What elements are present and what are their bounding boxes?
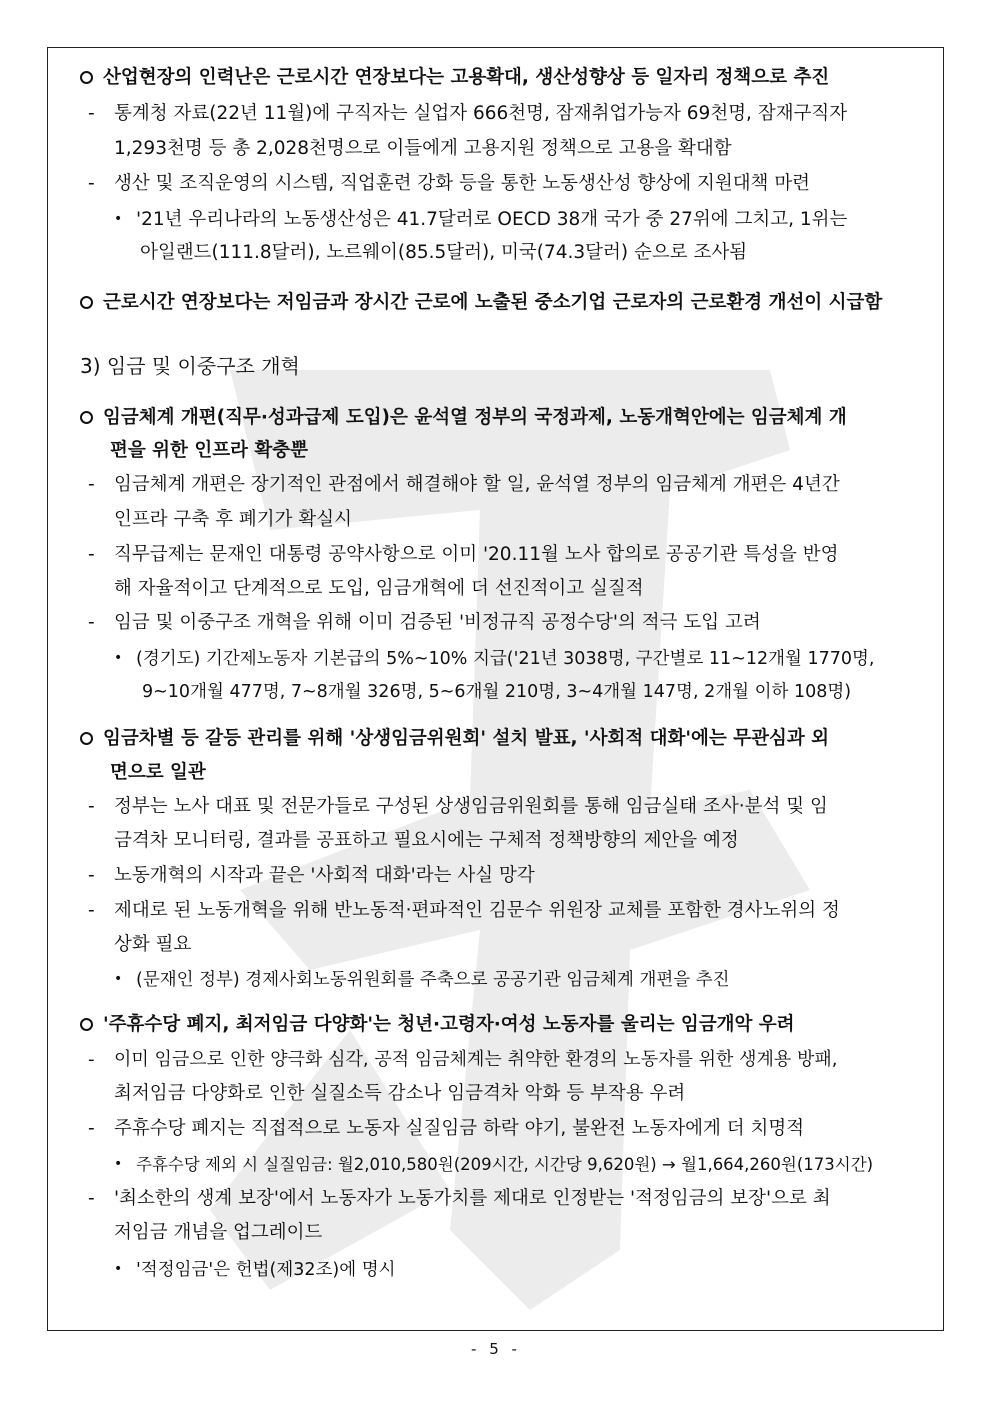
line-text: 편을 위한 인프라 확충뿐 bbox=[110, 440, 309, 461]
dash-item: - '최소한의 생계 보장'에서 노동자가 노동가치를 제대로 인정받는 '적정임금의 보장'으로 최 bbox=[88, 1188, 831, 1209]
dash-item-continued bbox=[114, 932, 191, 958]
dash-item: - 임금 및 이중구조 개혁을 위해 이미 검증된 '비정규직 공정수당'의 적극 도입 고려 bbox=[88, 612, 761, 633]
circle-bullet-icon bbox=[80, 732, 93, 745]
line-text: 1,293천명 등 총 2,028천명으로 이들에게 고용지원 정책으로 고용을 확대함 bbox=[114, 138, 732, 159]
dash-item-continued bbox=[114, 828, 739, 854]
bullet-heading bbox=[80, 65, 829, 91]
dot-item: • '21년 우리나라의 노동생산성은 41.7달러로 OECD 38개 국가 중 27위에 그치고, 1위는 bbox=[114, 209, 848, 230]
line-text: 주휴수당 폐지는 직접적으로 노동자 실질임금 하락 야기, 불완전 노동자에게 더 치명적 bbox=[114, 1118, 805, 1139]
circle-bullet-icon bbox=[80, 71, 93, 84]
line-text: 주휴수당 제외 시 실질임금: 월2,010,580원(209시간, 시간당 9,620원) → 월1,664,260원(173시간) bbox=[136, 1155, 874, 1174]
dash-item: - 임금체계 개편은 장기적인 관점에서 해결해야 할 일, 윤석열 정부의 임금체계 개편은 4년간 bbox=[88, 474, 840, 495]
bullet-heading bbox=[80, 405, 847, 431]
line-text: 산업현장의 인력난은 근로시간 연장보다는 고용확대, 생산성향상 등 일자리 정책으로 추진 bbox=[103, 67, 830, 88]
dot-item: • 주휴수당 제외 시 실질임금: 월2,010,580원(209시간, 시간당 9,620원) → 월1,664,260원(173시간) bbox=[114, 1155, 874, 1174]
line-text: 임금체계 개편은 장기적인 관점에서 해결해야 할 일, 윤석열 정부의 임금체계 개편은 4년간 bbox=[114, 474, 840, 495]
line-text: 노동개혁의 시작과 끝은 '사회적 대화'라는 사실 망각 bbox=[114, 865, 535, 886]
line-text: 아일랜드(111.8달러), 노르웨이(85.5달러), 미국(74.3달러) 순으로 조사됨 bbox=[140, 242, 748, 263]
dash-item: - 주휴수당 폐지는 직접적으로 노동자 실질임금 하락 야기, 불완전 노동자에게 더 치명적 bbox=[88, 1118, 805, 1139]
line-text: 임금체계 개편(직무·성과급제 도입)은 윤석열 정부의 국정과제, 노동개혁안에는 임금체계 개 bbox=[103, 407, 847, 428]
dot-item: • (경기도) 기간제노동자 기본급의 5%~10% 지급('21년 3038명, 구간별로 11~12개월 1770명, bbox=[114, 649, 875, 669]
line-text: 제대로 된 노동개혁을 위해 반노동적·편파적인 김문수 위원장 교체를 포함한 경사노위의 정 bbox=[114, 900, 840, 921]
dash-item-continued bbox=[114, 576, 644, 602]
line-text: 이미 임금으로 인한 양극화 심각, 공적 임금체계는 취약한 환경의 노동자를 위한 생계용 방패, bbox=[114, 1049, 838, 1070]
dot-item-continued bbox=[140, 240, 747, 266]
line-text: (문재인 정부) 경제사회노동위원회를 주축으로 공공기관 임금체계 개편을 추진 bbox=[136, 970, 730, 990]
bullet-heading-continued bbox=[110, 760, 206, 786]
line-text: 면으로 일관 bbox=[110, 762, 206, 783]
circle-bullet-icon bbox=[80, 296, 93, 309]
bullet-heading bbox=[80, 290, 882, 316]
dash-item: - 직무급제는 문재인 대통령 공약사항으로 이미 '20.11월 노사 합의로 공공기관 특성을 반영 bbox=[88, 544, 839, 565]
circle-bullet-icon bbox=[80, 411, 93, 424]
circle-bullet-icon bbox=[80, 1018, 93, 1031]
bullet-heading bbox=[80, 726, 829, 752]
line-text: 직무급제는 문재인 대통령 공약사항으로 이미 '20.11월 노사 합의로 공공기관 특성을 반영 bbox=[114, 544, 839, 565]
dash-item: - 이미 임금으로 인한 양극화 심각, 공적 임금체계는 취약한 환경의 노동자를 위한 생계용 방패, bbox=[88, 1049, 838, 1070]
dash-item: - 노동개혁의 시작과 끝은 '사회적 대화'라는 사실 망각 bbox=[88, 865, 535, 886]
line-text: 9~10개월 477명, 7~8개월 326명, 5~6개월 210명, 3~4개월 147명, 2개월 이하 108명) bbox=[142, 682, 852, 702]
line-text: 정부는 노사 대표 및 전문가들로 구성된 상생임금위원회를 통해 임금실태 조사·분석 및 임 bbox=[114, 796, 828, 817]
line-text: '주휴수당 폐지, 최저임금 다양화'는 청년·고령자·여성 노동자를 울리는 임금개악 우려 bbox=[103, 1014, 795, 1035]
dash-item-continued bbox=[114, 1081, 685, 1107]
line-text: '최소한의 생계 보장'에서 노동자가 노동가치를 제대로 인정받는 '적정임금의 보장'으로 최 bbox=[114, 1188, 831, 1209]
dash-item-continued bbox=[114, 1220, 322, 1246]
dash-item-continued bbox=[114, 136, 732, 162]
dot-item-continued bbox=[142, 679, 851, 705]
line-text: 생산 및 조직운영의 시스템, 직업훈련 강화 등을 통한 노동생산성 향상에 지원대책 마련 bbox=[114, 173, 811, 194]
line-text: 저임금 개념을 업그레이드 bbox=[114, 1222, 323, 1243]
line-text: 상화 필요 bbox=[114, 934, 192, 955]
bullet-heading bbox=[80, 1012, 795, 1038]
dash-item: - 통계청 자료(22년 11월)에 구직자는 실업자 666천명, 잠재취업가능자 69천명, 잠재구직자 bbox=[88, 103, 848, 124]
bullet-heading-continued bbox=[110, 438, 308, 464]
line-text: 통계청 자료(22년 11월)에 구직자는 실업자 666천명, 잠재취업가능자 69천명, 잠재구직자 bbox=[114, 103, 848, 124]
line-text: (경기도) 기간제노동자 기본급의 5%~10% 지급('21년 3038명, 구간별로 11~12개월 1770명, bbox=[136, 649, 875, 669]
line-text: 최저임금 다양화로 인한 실질소득 감소나 임금격차 악화 등 부작용 우려 bbox=[114, 1083, 686, 1104]
dash-item-continued bbox=[114, 507, 352, 533]
line-text: 인프라 구축 후 폐기가 확실시 bbox=[114, 509, 352, 530]
dot-item: • '적정임금'은 헌법(제32조)에 명시 bbox=[114, 1260, 396, 1280]
line-text: 해 자율적이고 단계적으로 도입, 임금개혁에 더 선진적이고 실질적 bbox=[114, 578, 644, 599]
line-text: 3) 임금 및 이중구조 개혁 bbox=[80, 354, 300, 378]
dot-item: • (문재인 정부) 경제사회노동위원회를 주축으로 공공기관 임금체계 개편을 추진 bbox=[114, 970, 730, 990]
section-title bbox=[80, 353, 300, 379]
line-text: 임금 및 이중구조 개혁을 위해 이미 검증된 '비정규직 공정수당'의 적극 도입 고려 bbox=[114, 612, 761, 633]
line-text: 근로시간 연장보다는 저임금과 장시간 근로에 노출된 중소기업 근로자의 근로환경 개선이 시급함 bbox=[103, 292, 883, 313]
line-text: '21년 우리나라의 노동생산성은 41.7달러로 OECD 38개 국가 중 27위에 그치고, 1위는 bbox=[136, 209, 848, 230]
line-text: 임금차별 등 갈등 관리를 위해 '상생임금위원회' 설치 발표, '사회적 대화'에는 무관심과 외 bbox=[103, 728, 830, 749]
dash-item: - 생산 및 조직운영의 시스템, 직업훈련 강화 등을 통한 노동생산성 향상에 지원대책 마련 bbox=[88, 173, 811, 194]
line-text: 금격차 모니터링, 결과를 공표하고 필요시에는 구체적 정책방향의 제안을 예정 bbox=[114, 830, 739, 851]
dash-item: - 제대로 된 노동개혁을 위해 반노동적·편파적인 김문수 위원장 교체를 포함한 경사노위의 정 bbox=[88, 900, 840, 921]
line-text: '적정임금'은 헌법(제32조)에 명시 bbox=[136, 1260, 396, 1280]
page-number: - 5 - bbox=[471, 1340, 521, 1358]
dash-item: - 정부는 노사 대표 및 전문가들로 구성된 상생임금위원회를 통해 임금실태 조사·분석 및 임 bbox=[88, 796, 828, 817]
